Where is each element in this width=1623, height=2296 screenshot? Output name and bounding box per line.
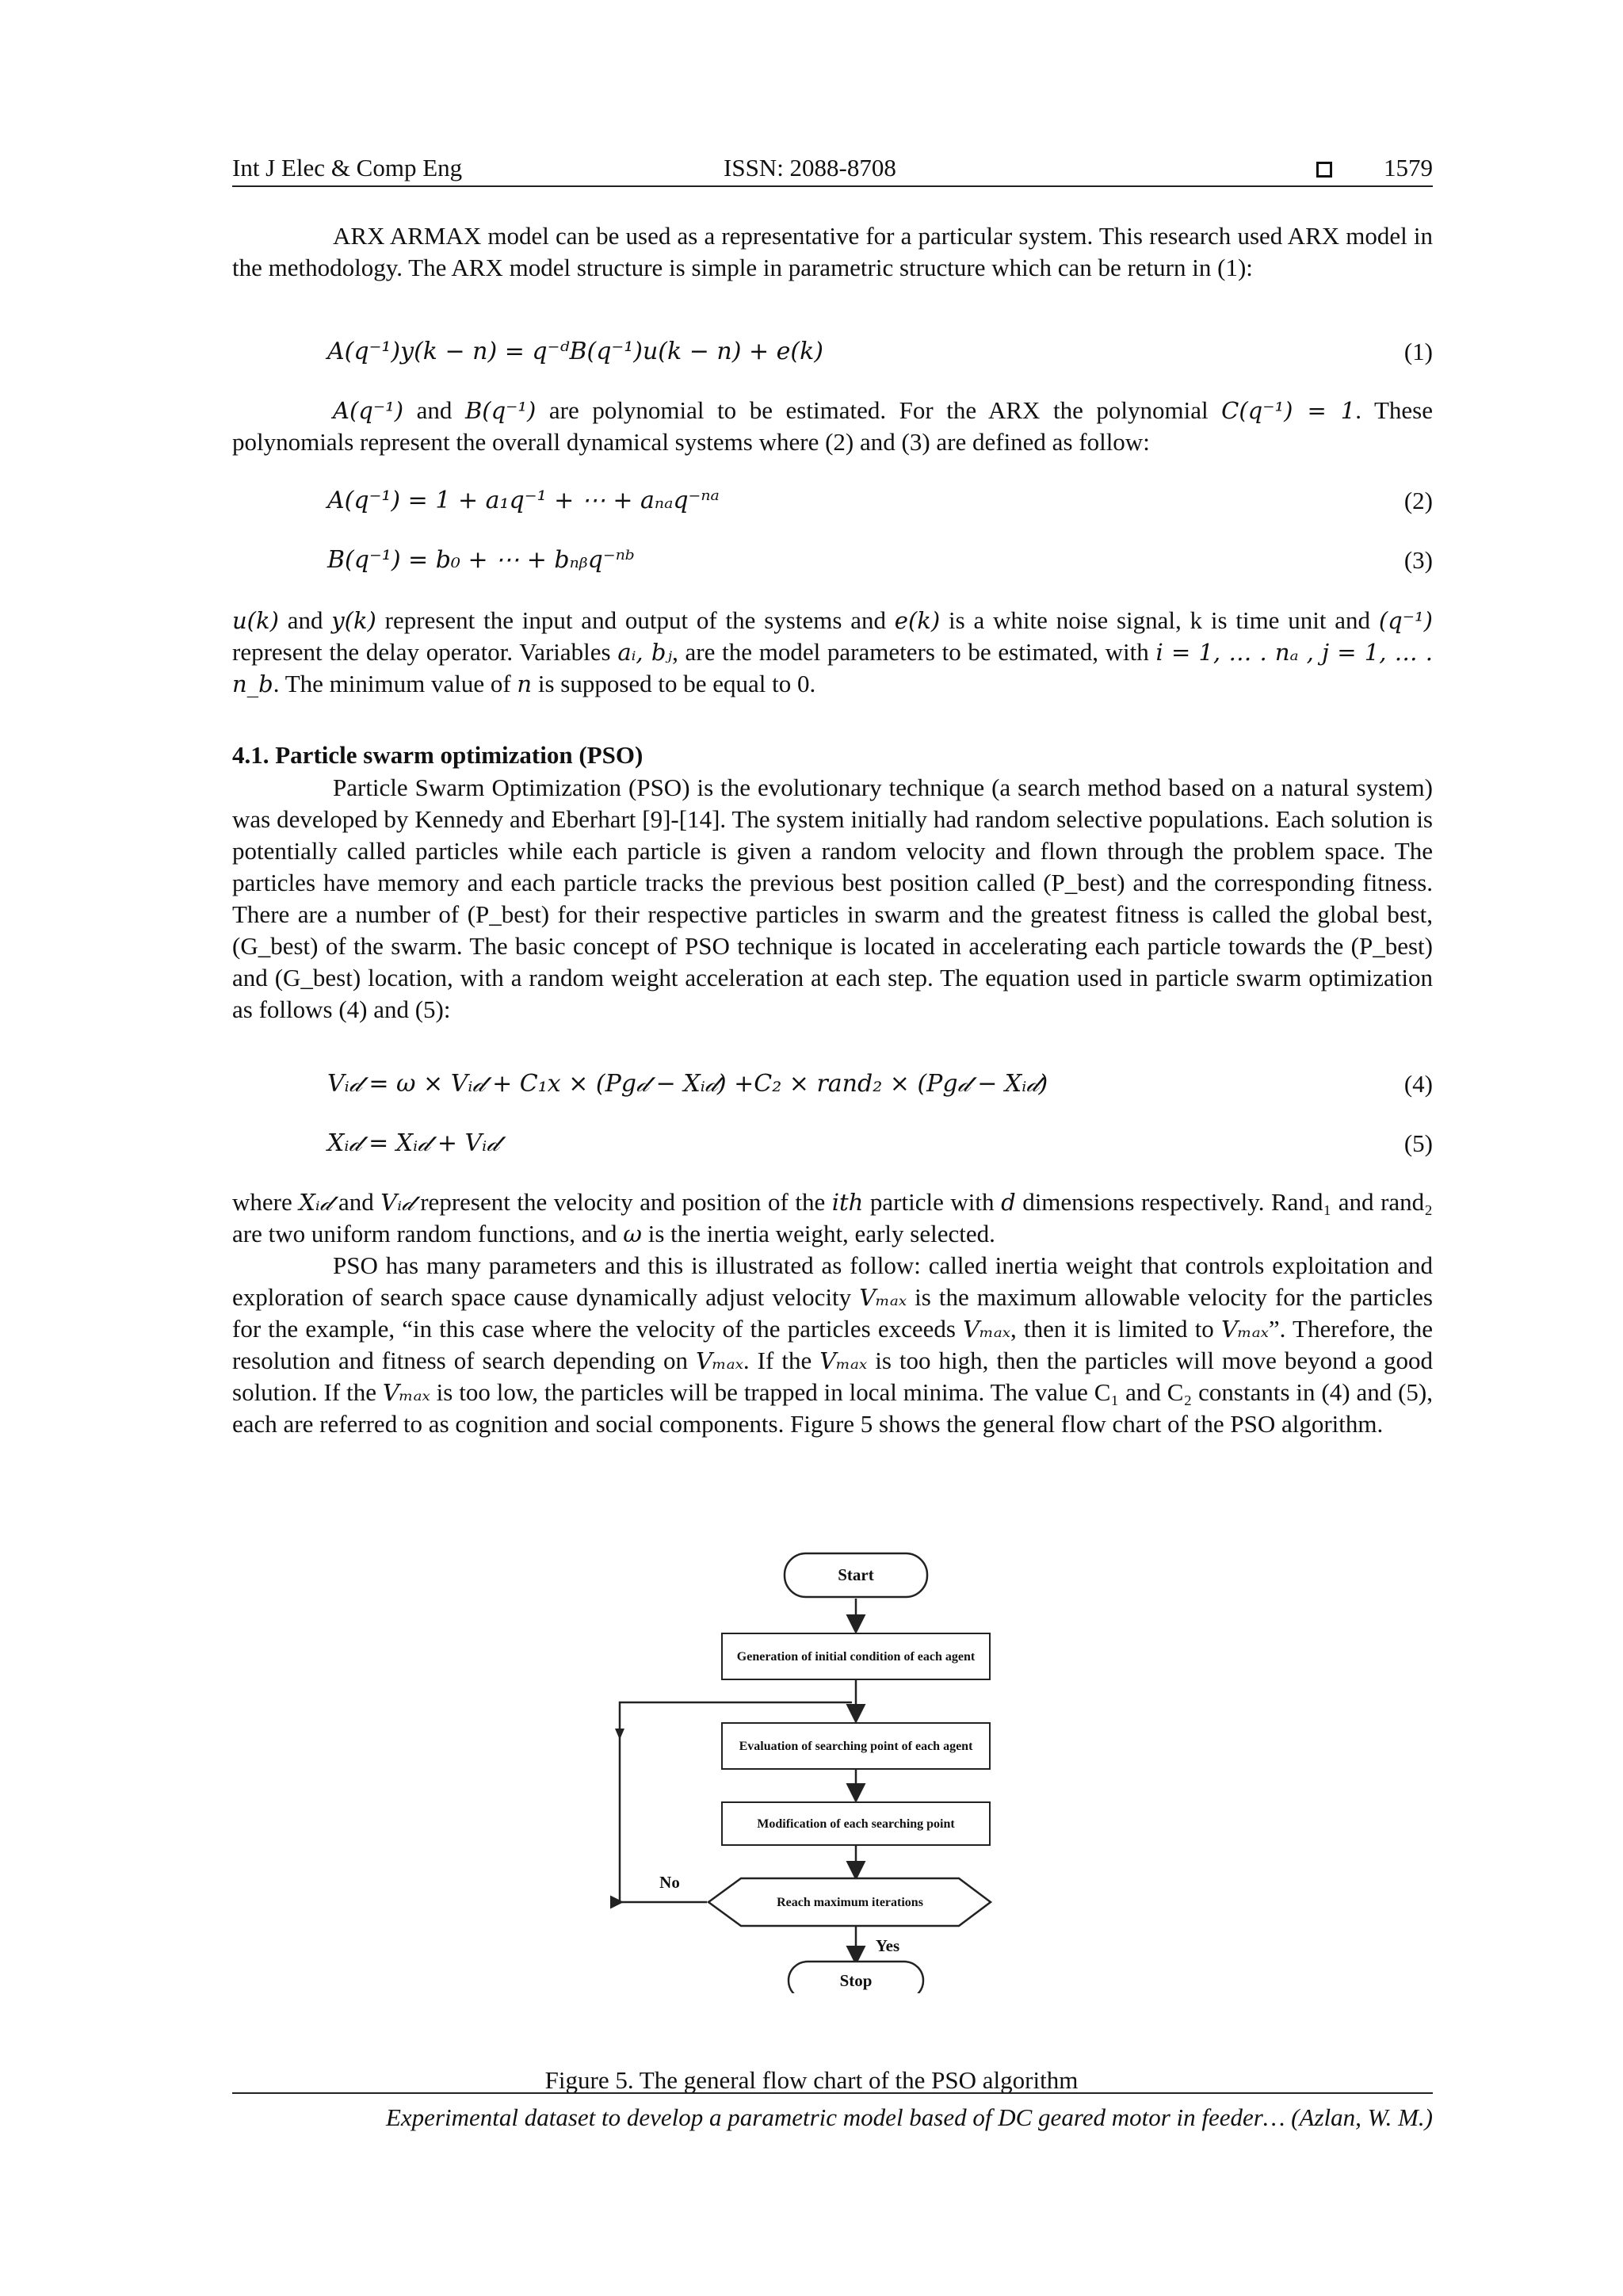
- where-t3: represent the velocity and position of the: [413, 1188, 832, 1216]
- section-heading: 4.1. Particle swarm optimization (PSO): [232, 741, 643, 769]
- equation-3: [232, 546, 1433, 581]
- io-u: u(k): [232, 607, 279, 634]
- params-t4: ”. Therefore, the resolution and fitness of search depending on: [232, 1315, 1433, 1374]
- params-v1: Vₘₐₓ: [859, 1284, 907, 1311]
- flowchart-connectors: [610, 1549, 1046, 1993]
- io-t2: represent the input and output of the systems and: [376, 606, 895, 634]
- poly-c: C(q⁻¹) = 1: [1221, 397, 1356, 424]
- equation-3-number: (3): [1403, 546, 1433, 574]
- io-paragraph: [232, 605, 1433, 700]
- running-header: [232, 151, 1433, 187]
- equation-4-number: (4): [1403, 1070, 1433, 1098]
- flow-step-generation: Generation of initial condition of each agent: [721, 1633, 991, 1680]
- io-t6: . The minimum value of: [273, 670, 517, 697]
- equation-2-expr: A(q⁻¹) = 1 + a₁q⁻¹ + ⋯ + aₙₐq⁻ⁿᵃ: [327, 487, 720, 514]
- figure-caption: Figure 5. The general flow chart of the PSO algorithm: [544, 2066, 1079, 2094]
- equation-1: [232, 338, 1433, 372]
- poly-paragraph: [232, 395, 1433, 458]
- where-block: [232, 1186, 1433, 1440]
- where-d: d: [1001, 1189, 1016, 1216]
- params-paragraph: [232, 1250, 1433, 1440]
- intro-block: [232, 220, 1433, 284]
- equation-5-expr: Xᵢ𝒹 = Xᵢ𝒹 + Vᵢ𝒹: [327, 1129, 499, 1157]
- poly-t1: and: [403, 396, 465, 424]
- params-t1: PSO has many parameters and this is illustrated as follow: called inertia weight that controls exploitation and exploration of search space cause dynamically adjust velocity: [232, 1251, 1433, 1311]
- params-t5: . If the: [743, 1347, 820, 1374]
- equation-4: [232, 1070, 1433, 1105]
- where-x: Xᵢ𝒹: [299, 1189, 332, 1216]
- io-t1: and: [278, 606, 332, 634]
- poly-b: B(q⁻¹): [464, 397, 537, 424]
- square-bullet-icon: [1316, 162, 1332, 178]
- journal-name: Int J Elec & Comp Eng: [232, 154, 463, 181]
- flow-decision: Reach maximum iterations: [777, 1895, 923, 1909]
- params-v3: Vₘₐₓ: [1220, 1316, 1269, 1343]
- equation-5: [232, 1129, 1433, 1164]
- flow-step-modification: Modification of each searching point: [721, 1801, 991, 1846]
- io-t3: is a white noise signal, k is time unit and: [940, 606, 1379, 634]
- io-e: e(k): [894, 607, 941, 634]
- loop-arrowhead: [615, 1729, 624, 1740]
- flow-label-no: No: [659, 1872, 680, 1892]
- poly-a: A(q⁻¹): [333, 397, 404, 424]
- running-footer: Experimental dataset to develop a parametric model based of DC geared motor in feeder… (Azlan, W. M.): [232, 2092, 1433, 2132]
- poly-block: [232, 395, 1433, 458]
- where-paragraph: [232, 1186, 1433, 1250]
- io-t4: represent the delay operator. Variables: [232, 638, 618, 666]
- where-t5: dimensions respectively. Rand₁ and rand₂ are two uniform random functions, and: [232, 1188, 1433, 1247]
- equation-1-expr: A(q⁻¹)y(k − n) = q⁻ᵈB(q⁻¹)u(k − n) + e(k): [327, 338, 823, 365]
- params-v5: Vₘₐₓ: [819, 1347, 868, 1374]
- issn: ISSN: 2088-8708: [724, 154, 896, 181]
- io-t5: , are the model parameters to be estimated, with: [672, 638, 1156, 666]
- where-t6: is the inertia weight, early selected.: [641, 1220, 995, 1247]
- flow-label-yes: Yes: [875, 1935, 900, 1955]
- where-t1: where: [232, 1188, 300, 1216]
- equation-1-number: (1): [1403, 338, 1433, 365]
- where-ith: ith: [831, 1189, 864, 1216]
- equation-4-expr: Vᵢ𝒹 = ω × Vᵢ𝒹 + C₁x × (P𝑔𝒹 − Xᵢ𝒹) +C₂ × rand₂ × (P𝑔𝒹 − Xᵢ𝒹): [327, 1070, 1048, 1098]
- where-w: ω: [623, 1221, 642, 1247]
- equation-3-expr: B(q⁻¹) = b₀ + ⋯ + bₙᵦq⁻ⁿᵇ: [327, 546, 635, 574]
- io-idx: i = 1, … . nₐ , j = 1, … . n_b: [232, 639, 1434, 697]
- where-t4: particle with: [863, 1188, 1002, 1216]
- equation-2: [232, 487, 1433, 521]
- io-y: y(k): [331, 607, 376, 634]
- params-t3: , then it is limited to: [1010, 1315, 1221, 1343]
- equation-2-number: (2): [1403, 487, 1433, 514]
- params-t2: is the maximum allowable velocity for the particles for the example, “in this case where the velocity of the particles exceeds: [232, 1283, 1433, 1343]
- io-n: n: [517, 670, 533, 697]
- params-v2: Vₘₐₓ: [963, 1316, 1011, 1343]
- params-v4: Vₘₐₓ: [695, 1347, 743, 1374]
- intro-paragraph: ARX ARMAX model can be used as a representative for a particular system. This research used ARX model in the methodology. The ARX model structure is simple in parametric structure which can be return in (1):: [232, 222, 1433, 281]
- flow-step-evaluation: Evaluation of searching point of each agent: [721, 1722, 991, 1770]
- pso-flowchart: [610, 1549, 1046, 1993]
- flow-stop: Stop: [839, 1970, 873, 1990]
- pso-block: [232, 772, 1433, 1026]
- io-t7: is supposed to be equal to 0.: [532, 670, 816, 697]
- flow-start: Start: [838, 1565, 874, 1584]
- io-ab: aᵢ, bⱼ: [617, 639, 673, 666]
- where-v: Vᵢ𝒹: [380, 1189, 414, 1216]
- pso-paragraph: Particle Swarm Optimization (PSO) is the evolutionary technique (a search method based on a natural system) was developed by Kennedy and Eberhart [9]-[14]. The system initially had random selective populations. Each solution is potentially called particles while each particle is given a random velocity and flown through the problem space. The particles have memory and each particle tracks the previous best position called (P_best) and the corresponding fitness. There are a number of (P_best) for their respective particles in swarm and the greatest fitness is called the global best, (G_best) of the swarm. The basic concept of PSO technique is located in accelerating each particle towards the (P_best) and (G_best) location, with a random weight acceleration at each step. The equation used in particle swarm optimization as follows (4) and (5):: [232, 774, 1433, 1023]
- params-t6: is too high, then the particles will move beyond a good solution. If the: [232, 1347, 1433, 1406]
- params-v6: Vₘₐₓ: [382, 1379, 430, 1406]
- io-block: [232, 605, 1433, 700]
- equation-5-number: (5): [1403, 1129, 1433, 1157]
- where-t2: and: [331, 1188, 381, 1216]
- poly-t2: are polynomial to be estimated. For the ARX the polynomial: [536, 396, 1222, 424]
- poly-t3: . These polynomials represent the overall dynamical systems where (2) and (3) are defined as follow:: [232, 396, 1434, 456]
- params-t7: is too low, the particles will be trapped in local minima. The value C₁ and C₂ constants in (4) and (5), each are referred to as cognition and social components. Figure 5 shows the general flow chart of the PSO algorithm.: [232, 1378, 1433, 1438]
- page-number: 1579: [1384, 154, 1433, 181]
- io-q: (q⁻¹): [1378, 607, 1433, 634]
